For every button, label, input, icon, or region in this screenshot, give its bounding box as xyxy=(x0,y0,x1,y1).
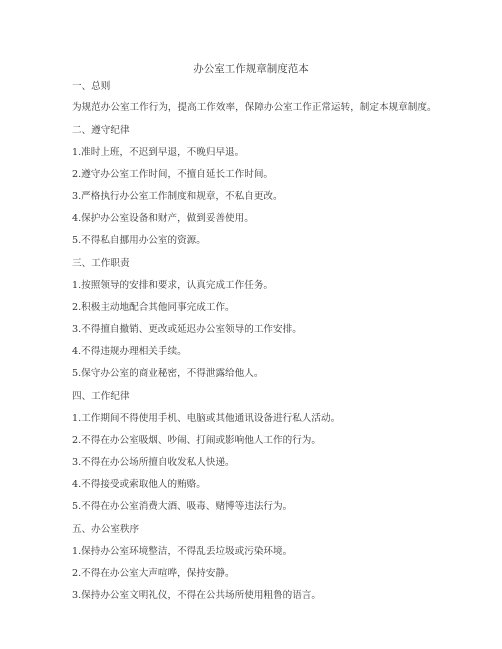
list-item: 4.不得接受或索取他人的贿赂。 xyxy=(72,479,206,490)
list-item: 1.准时上班，不迟到早退，不晚归早退。 xyxy=(72,147,245,158)
section-heading: 四、工作纪律 xyxy=(72,391,130,402)
list-item: 4.不得违规办理相关手续。 xyxy=(72,346,187,357)
section-heading: 五、办公室秩序 xyxy=(72,524,140,535)
list-item: 5.保守办公室的商业秘密，不得泄露给他人。 xyxy=(72,368,264,379)
document-title: 办公室工作规章制度范本 xyxy=(193,63,309,75)
list-item: 5.不得私自挪用办公室的资源。 xyxy=(72,235,206,246)
section-heading: 三、工作职责 xyxy=(72,258,130,269)
list-item: 2.不得在办公室大声喧哗，保持安静。 xyxy=(72,568,235,579)
list-item: 3.不得在办公场所擅自收发私人快递。 xyxy=(72,457,235,468)
paragraph: 为规范办公室工作行为，提高工作效率，保障办公室工作正常运转，制定本规章制度。 xyxy=(72,102,437,113)
section-heading: 二、遵守纪律 xyxy=(72,125,130,136)
list-item: 1.按照领导的安排和要求，认真完成工作任务。 xyxy=(72,280,274,291)
list-item: 2.积极主动地配合其他同事完成工作。 xyxy=(72,302,235,313)
list-item: 2.不得在办公室吸烟、吵闹、打闹或影响他人工作的行为。 xyxy=(72,435,321,446)
list-item: 1.保持办公室环境整洁，不得乱丢垃圾或污染环境。 xyxy=(72,546,293,557)
list-item: 3.保持办公室文明礼仪，不得在公共场所使用粗鲁的语言。 xyxy=(72,590,321,601)
list-item: 1.工作期间不得使用手机、电脑或其他通讯设备进行私人活动。 xyxy=(72,413,341,424)
section-heading: 一、总则 xyxy=(72,81,111,92)
list-item: 4.保护办公室设备和财产，做到妥善使用。 xyxy=(72,213,254,224)
list-item: 2.遵守办公室工作时间，不擅自延长工作时间。 xyxy=(72,169,274,180)
list-item: 3.不得擅自撤销、更改或延迟办公室领导的工作安排。 xyxy=(72,324,302,335)
list-item: 5.不得在办公室消费大酒、吸毒、赌博等违法行为。 xyxy=(72,501,293,512)
list-item: 3.严格执行办公室工作制度和规章，不私自更改。 xyxy=(72,191,283,202)
